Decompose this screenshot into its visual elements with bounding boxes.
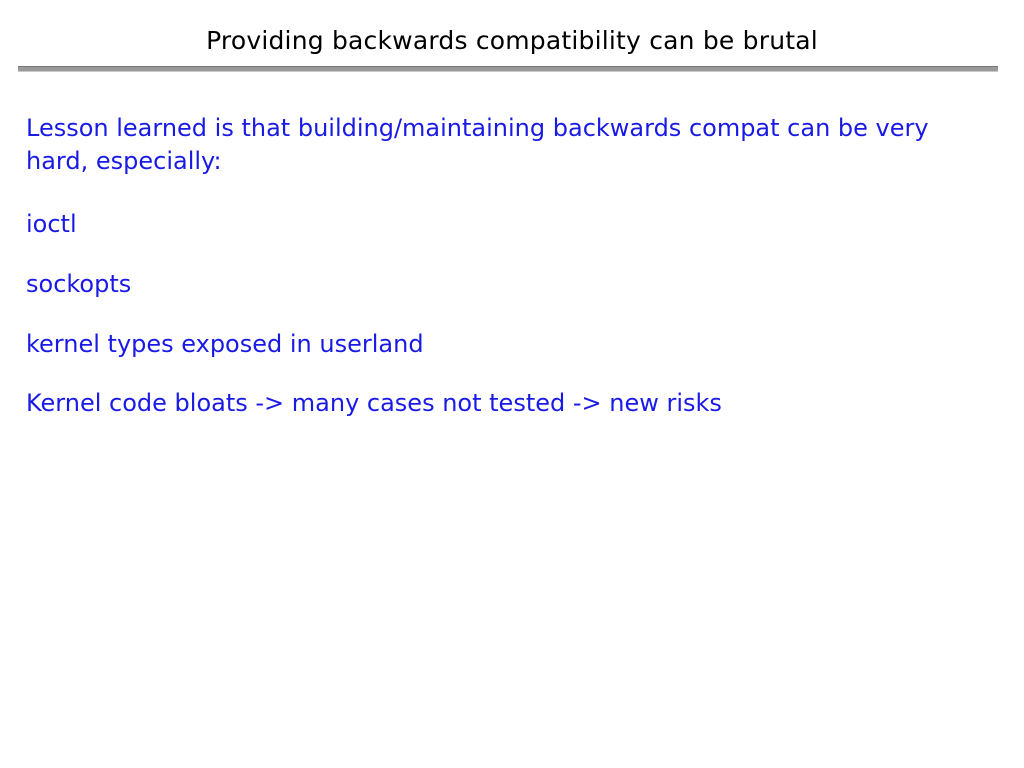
slide-body [26, 112, 986, 447]
body-paragraph: ioctl [26, 210, 77, 238]
body-paragraph: sockopts [26, 270, 132, 298]
page-title: Providing backwards compatibility can be brutal [206, 26, 818, 55]
body-paragraph: Lesson learned is that building/maintaining backwards compat can be very hard, especially: [26, 114, 929, 175]
body-paragraph: Kernel code bloats -> many cases not tested -> new risks [26, 389, 722, 417]
body-paragraph: kernel types exposed in userland [26, 330, 424, 358]
title-divider [18, 66, 998, 72]
